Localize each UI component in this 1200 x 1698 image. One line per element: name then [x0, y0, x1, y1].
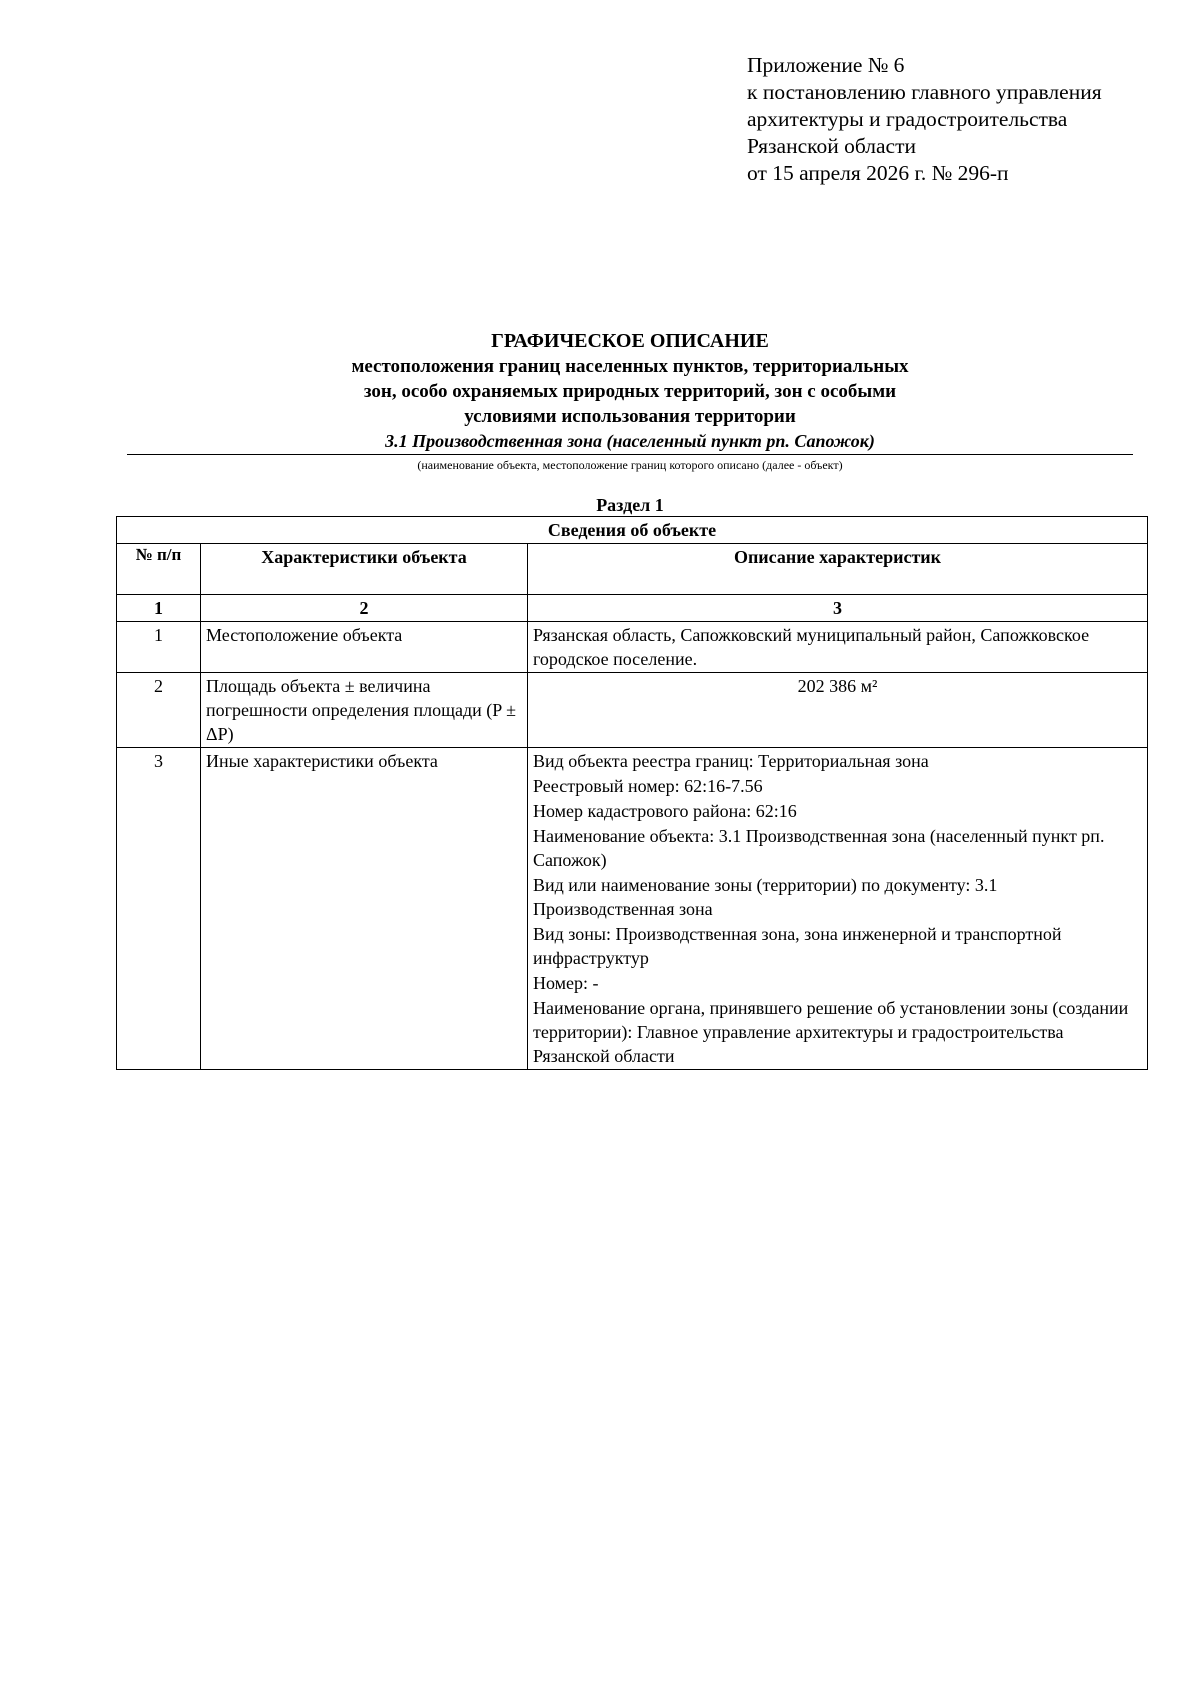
- row-num: 3: [117, 748, 201, 1070]
- table-row: [117, 748, 1148, 1070]
- subtitle-line: зон, особо охраняемых природных территорий, зон с особыми: [363, 381, 897, 402]
- description-line: Наименование органа, принявшего решение об установлении зоны (создании территории): Главное управление архитектуры и градостроительства Рязанской области: [533, 998, 1129, 1066]
- appendix-line: от 15 апреля 2026 г. № 296-п: [747, 161, 1009, 185]
- row-num: 2: [117, 673, 201, 748]
- table-header-row: [117, 544, 1148, 595]
- description-line: Наименование объекта: 3.1 Производственная зона (населенный пункт рп. Сапожок): [533, 826, 1105, 870]
- table-caption: Сведения об объекте: [117, 517, 1148, 544]
- description-line: Номер кадастрового района: 62:16: [533, 801, 797, 821]
- appendix-line: к постановлению главного управления: [747, 80, 1102, 104]
- object-name: 3.1 Производственная зона (населенный пункт рп. Сапожок): [127, 429, 1133, 455]
- header-num: № п/п: [117, 544, 201, 595]
- document-title: ГРАФИЧЕСКОЕ ОПИСАНИЕ: [491, 330, 769, 352]
- row-num: 1: [117, 622, 201, 673]
- column-index: 3: [528, 595, 1148, 622]
- subtitle-line: условиями использования территории: [464, 406, 796, 427]
- table-caption-row: [117, 517, 1148, 544]
- description-line: Вид или наименование зоны (территории) по документу: 3.1 Производственная зона: [533, 875, 998, 919]
- table-row: [117, 673, 1148, 748]
- description-line: Вид зоны: Производственная зона, зона инженерной и транспортной инфраструктур: [533, 924, 1062, 968]
- column-index-row: [117, 595, 1148, 622]
- row-characteristic: Площадь объекта ± величина погрешности определения площади (P ± ΔP): [201, 673, 528, 748]
- appendix-line: архитектуры и градостроительства: [747, 107, 1068, 131]
- row-description: Рязанская область, Сапожковский муниципальный район, Сапожковское городское поселение.: [528, 622, 1148, 673]
- column-index: 2: [201, 595, 528, 622]
- row-description: [528, 748, 1148, 1070]
- subtitle-line: местоположения границ населенных пунктов, территориальных: [351, 356, 909, 377]
- table-row: [117, 622, 1148, 673]
- object-caption: (наименование объекта, местоположение границ которого описано (далее - объект): [417, 458, 843, 472]
- section-title: Раздел 1: [596, 495, 664, 515]
- description-line: Номер: -: [533, 973, 599, 993]
- header-description: Описание характеристик: [528, 544, 1148, 595]
- row-description: 202 386 м²: [528, 673, 1148, 748]
- document-title-block: [127, 328, 1133, 474]
- header-characteristic: Характеристики объекта: [201, 544, 528, 595]
- row-characteristic: Иные характеристики объекта: [201, 748, 528, 1070]
- appendix-header: [747, 52, 1167, 187]
- description-line: Реестровый номер: 62:16-7.56: [533, 776, 763, 796]
- document-subtitle: [127, 354, 1133, 429]
- appendix-line: Приложение № 6: [747, 53, 905, 77]
- appendix-line: Рязанской области: [747, 134, 916, 158]
- object-info-table: [116, 516, 1148, 1070]
- row-characteristic: Местоположение объекта: [201, 622, 528, 673]
- description-line: Вид объекта реестра границ: Территориальная зона: [533, 751, 929, 771]
- column-index: 1: [117, 595, 201, 622]
